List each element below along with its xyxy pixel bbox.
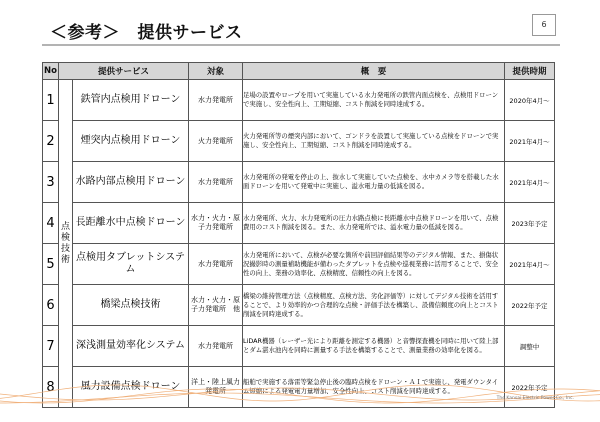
row-number: 4 xyxy=(43,203,59,244)
service-overview: 火力発電所等の煙突内部において、ゴンドラを設置して実施している点検をドローンで実施し、安全性向上、工期短縮、コスト削減を同時達成する。 xyxy=(243,121,505,162)
service-name: 深浅測量効率化システム xyxy=(73,326,189,367)
row-number: 5 xyxy=(43,244,59,285)
service-overview: 水力発電所の発電を停止の上、抜水して実施していた点検を、水中カメラ等を搭載した水面ドローンを用いて発電中に実施し、溢水電力量の低減を図る。 xyxy=(243,162,505,203)
header-target: 対象 xyxy=(189,63,243,80)
service-name: 煙突内点検用ドローン xyxy=(73,121,189,162)
service-name: 長距離水中点検ドローン xyxy=(73,203,189,244)
row-number: 1 xyxy=(43,80,59,121)
service-name: 水路内部点検用ドローン xyxy=(73,162,189,203)
target-facility: 水力・火力・原子力発電所 xyxy=(189,203,243,244)
service-period: 2021年4月～ xyxy=(505,162,555,203)
service-period: 2022年予定 xyxy=(505,285,555,326)
category-cell xyxy=(59,80,73,408)
service-overview: 船舶で実施する落雷等緊急停止後の臨時点検をドローン・ＡＩで実施し、発電ダウンタイム短縮による発電電力量増加、安全性向上、コスト削減を同時達成する。 xyxy=(243,367,505,408)
row-number: 8 xyxy=(43,367,59,408)
row-number: 3 xyxy=(43,162,59,203)
target-facility: 水力発電所 xyxy=(189,244,243,285)
service-name: 鉄管内点検用ドローン xyxy=(73,80,189,121)
target-facility: 水力発電所 xyxy=(189,162,243,203)
category-label: 点検技術 xyxy=(60,221,70,265)
service-name: 風力設備点検ドローン xyxy=(73,367,189,408)
service-period: 2021年4月～ xyxy=(505,121,555,162)
header-overview: 概 要 xyxy=(243,63,505,80)
target-facility: 水力発電所 xyxy=(189,80,243,121)
page-title: ＜参考＞ 提供サービス xyxy=(50,23,243,43)
service-name: 橋梁点検技術 xyxy=(73,285,189,326)
table-row xyxy=(43,244,555,285)
target-facility: 火力発電所 xyxy=(189,121,243,162)
services-table xyxy=(42,62,555,408)
row-number: 7 xyxy=(43,326,59,367)
table-row xyxy=(43,203,555,244)
service-overview: 足場の設置やロープを用いて実施している水力発電所の鉄管内面点検を、点検用ドローンで実施し、安全性向上、工期短縮、コスト削減を同時達成する。 xyxy=(243,80,505,121)
table-row xyxy=(43,121,555,162)
row-number: 2 xyxy=(43,121,59,162)
table-row xyxy=(43,162,555,203)
table-row xyxy=(43,285,555,326)
service-overview: 橋梁の維持管理方法（点検精度、点検方法、劣化評価等）に対してデジタル技術を活用することで、より効率的かつ合理的な点検・評価手法を構築し、設備信頼度の向上とコスト削減を同時達成する。 xyxy=(243,285,505,326)
service-overview: LiDAR機器（レーザー光により距離を測定する機器）と音響探査機を同時に用いて陸上部とダム湛水池内を同時に測量する手法を構築することで、測量業務の効率化を図る。 xyxy=(243,326,505,367)
service-period: 調整中 xyxy=(505,326,555,367)
service-period: 2020年4月～ xyxy=(505,80,555,121)
service-period: 2022年予定 xyxy=(505,367,555,408)
header-period: 提供時期 xyxy=(505,63,555,80)
table-row xyxy=(43,326,555,367)
target-facility: 洋上・陸上風力発電所 xyxy=(189,367,243,408)
header-no: No xyxy=(43,63,59,80)
table-row xyxy=(43,80,555,121)
header-service: 提供サービス xyxy=(59,63,189,80)
page-number: 6 xyxy=(532,14,556,36)
service-period: 2021年4月～ xyxy=(505,244,555,285)
target-facility: 水力・火力・原子力発電所 他 xyxy=(189,285,243,326)
service-name: 点検用タブレットシステム xyxy=(73,244,189,285)
table-header-row xyxy=(43,63,555,80)
service-overview: 水力発電所において、点検が必要な箇所や前回評価結果等のデジタル情報、また、損傷状況撮影時の測量補助機能が備わったタブレットを点検や巡視業務に活用することで、安全性の向上、業務の効率化、点検精度、信頼性の向上を図る。 xyxy=(243,244,505,285)
footer-company: The Kansai Electric Power Co., Inc. xyxy=(496,396,574,401)
target-facility: 水力発電所 xyxy=(189,326,243,367)
service-overview: 水力発電所、火力、水力発電所の圧力水路点検に長距離水中点検ドローンを用いて、点検費用のコスト削減を図る。また、水力発電所では、溢水電力量の低減を図る。 xyxy=(243,203,505,244)
row-number: 6 xyxy=(43,285,59,326)
service-period: 2023年予定 xyxy=(505,203,555,244)
title-divider xyxy=(42,44,560,46)
